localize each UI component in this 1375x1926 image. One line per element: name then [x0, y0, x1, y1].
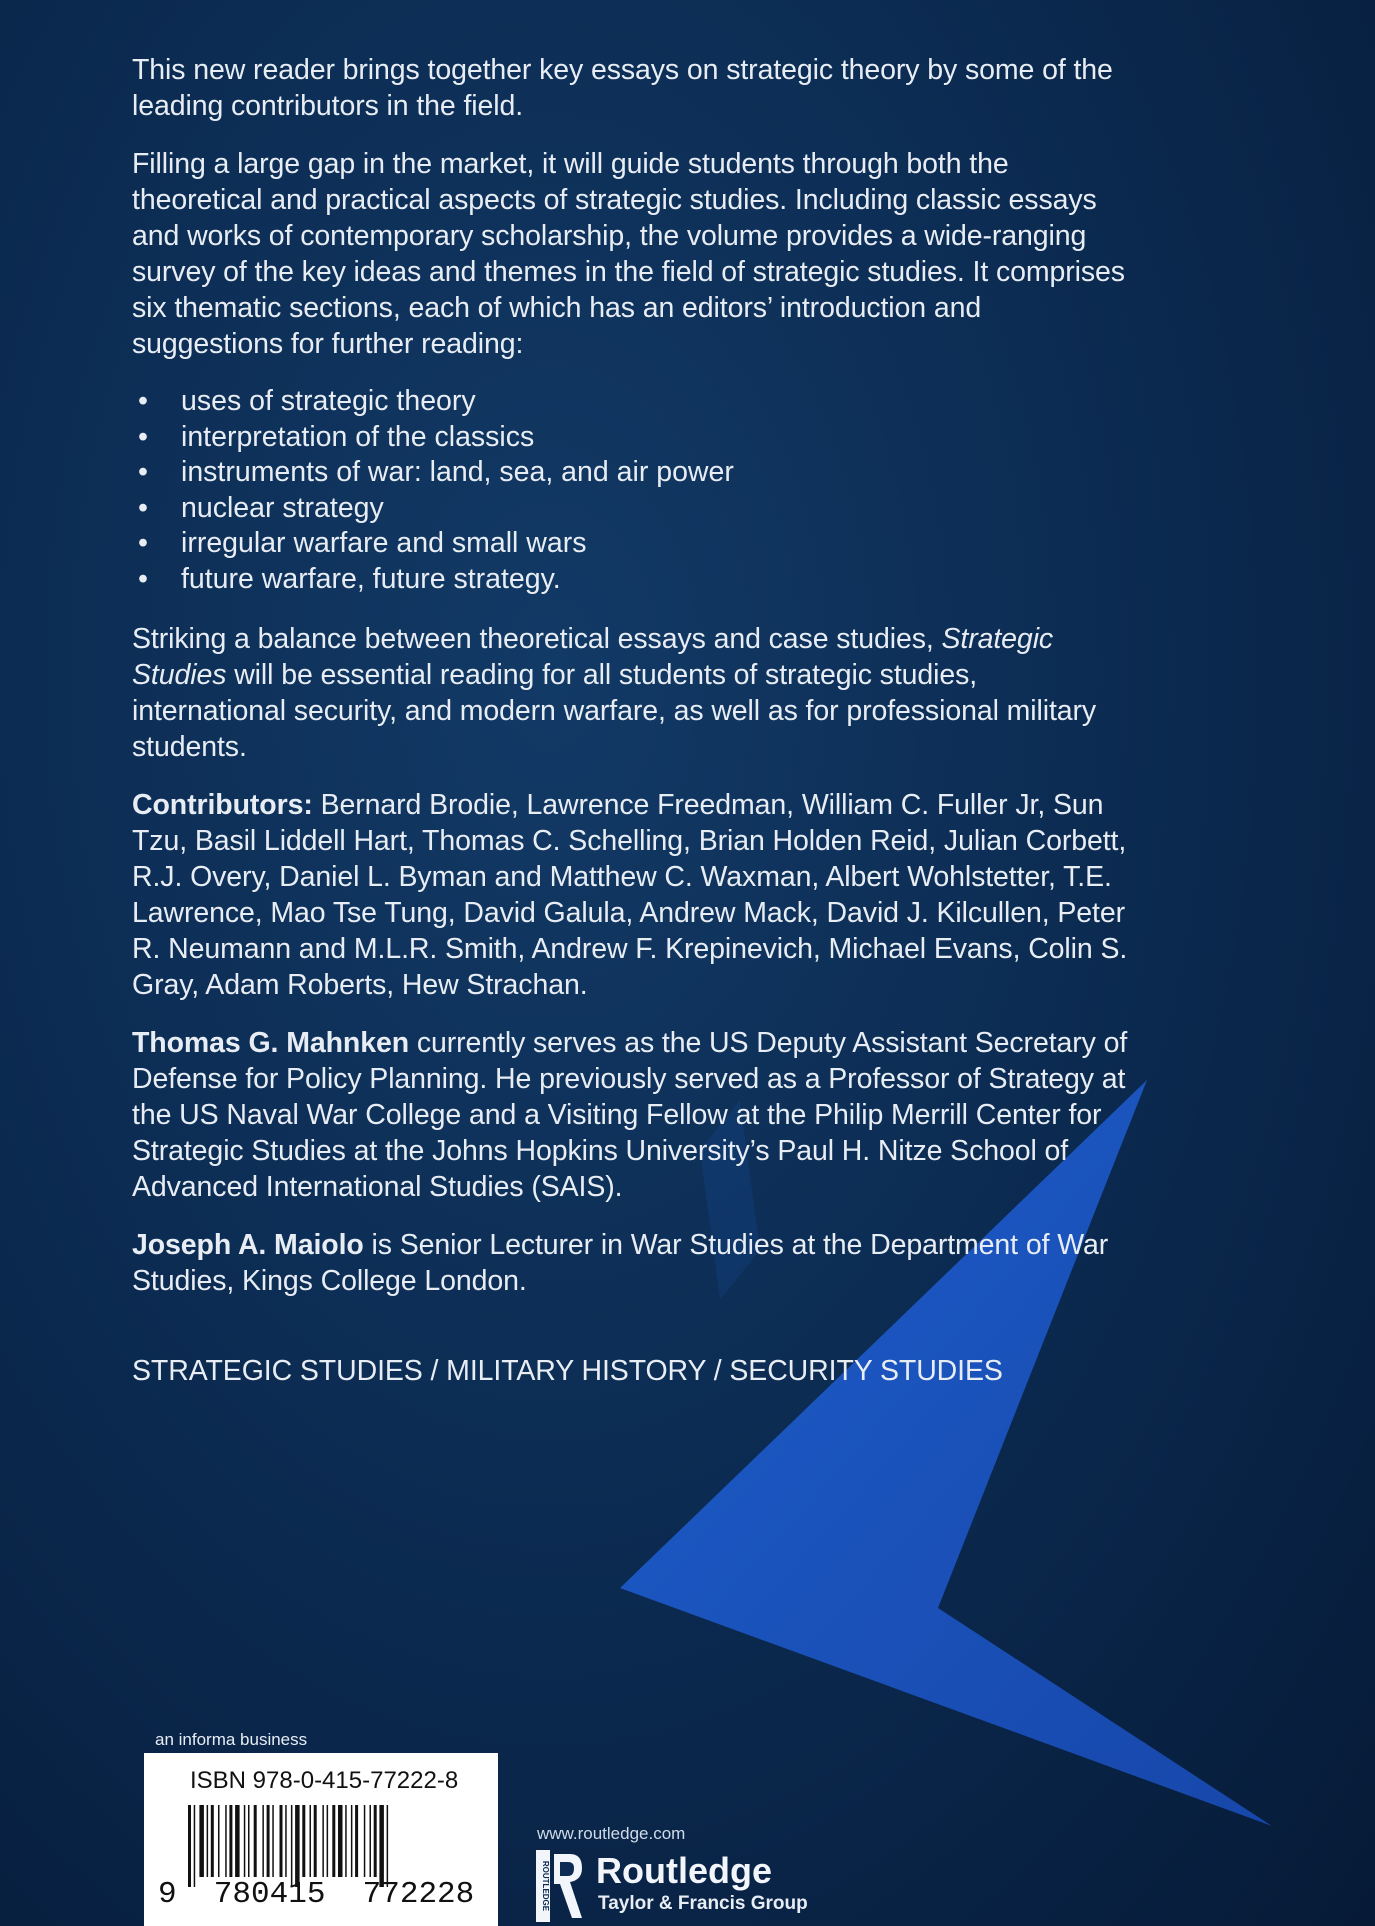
isbn-label: ISBN 978-0-415-77222-8	[190, 1767, 459, 1794]
routledge-logo-icon	[536, 1850, 584, 1922]
bullet-icon: •	[138, 491, 148, 524]
contributors-names: Bernard Brodie, Lawrence Freedman, William C. Fuller Jr, Sun Tzu, Basil Liddell Hart, Thomas C. Schelling, Brian Holden Reid, Julian Corbett, R.J. Overy, Daniel L. Byman and Matthew C. Waxman, Albert Wohlstetter, T.E. Lawrence, Mao Tse Tung, David Galula, Andrew Mack, David J. Kilcullen, Peter R. Neumann and M.L.R. Smith, Andrew F. Krepinevich, Michael Evans, Colin S. Gray, Adam Roberts, Hew Strachan.	[132, 789, 1128, 1001]
list-item: • interpretation of the classics	[132, 420, 1132, 456]
barcode-digits: 9 780415 772228	[158, 1877, 475, 1912]
isbn-barcode	[144, 1753, 498, 1926]
back-cover-text	[132, 52, 1132, 1389]
intro-paragraph: This new reader brings together key essays on strategic theory by some of the leading contributors in the field.	[132, 54, 1113, 122]
thematic-sections-list	[132, 384, 1132, 597]
contributors-label: Contributors:	[132, 789, 313, 821]
bullet-icon: •	[138, 562, 148, 595]
balance-paragraph: Striking a balance between theoretical essays and case studies, Strategic Studies will be essential reading for all students of strategic studies, international security, and modern warfare, as well as for professional military students.	[132, 623, 1097, 763]
list-item: • uses of strategic theory	[132, 384, 1132, 420]
informa-tagline: an informa business	[155, 1730, 308, 1749]
editor-bio-mahnken: Thomas G. Mahnken currently serves as the US Deputy Assistant Secretary of Defense for Policy Planning. He previously served as a Professor of Strategy at the US Naval War College and a Visiting Fellow at the Philip Merrill Center for Strategic Studies at the Johns Hopkins University’s Paul H. Nitze School of Advanced International Studies (SAIS).	[132, 1027, 1128, 1203]
publisher-url[interactable]: www.routledge.com	[537, 1824, 686, 1843]
svg-text:ROUTLEDGE: ROUTLEDGE	[541, 1860, 550, 1912]
bullet-icon: •	[138, 420, 148, 453]
publisher-name: Routledge	[596, 1850, 772, 1891]
list-item: • instruments of war: land, sea, and air power	[132, 455, 1132, 491]
list-item: • future warfare, future strategy.	[132, 562, 1132, 598]
editor-name: Joseph A. Maiolo	[132, 1229, 364, 1261]
barcode-icon	[188, 1805, 468, 1887]
publisher-group: Taylor & Francis Group	[598, 1893, 808, 1914]
bullet-icon: •	[138, 456, 148, 488]
book-title: Strategic Studies	[132, 623, 1054, 691]
list-item: • nuclear strategy	[132, 491, 1132, 527]
bullet-icon: •	[138, 527, 148, 559]
contributors-paragraph	[132, 787, 1132, 1003]
bullet-icon: •	[138, 385, 148, 417]
description-paragraph: Filling a large gap in the market, it will guide students through both the theoretical and practical aspects of strategic studies. Including classic essays and works of contemporary scholarship, the volume provides a wide-ranging survey of the key ideas and themes in the field of strategic studies. It comprises six thematic sections, each of which has an editors’ introduction and suggestions for further reading:	[132, 148, 1125, 360]
editor-name: Thomas G. Mahnken	[132, 1027, 410, 1059]
editor-bio-maiolo: Joseph A. Maiolo is Senior Lecturer in War Studies at the Department of War Studies, Kings College London.	[132, 1229, 1109, 1297]
list-item: • irregular warfare and small wars	[132, 526, 1132, 562]
subject-categories: STRATEGIC STUDIES / MILITARY HISTORY / SECURITY STUDIES	[132, 1355, 1003, 1387]
